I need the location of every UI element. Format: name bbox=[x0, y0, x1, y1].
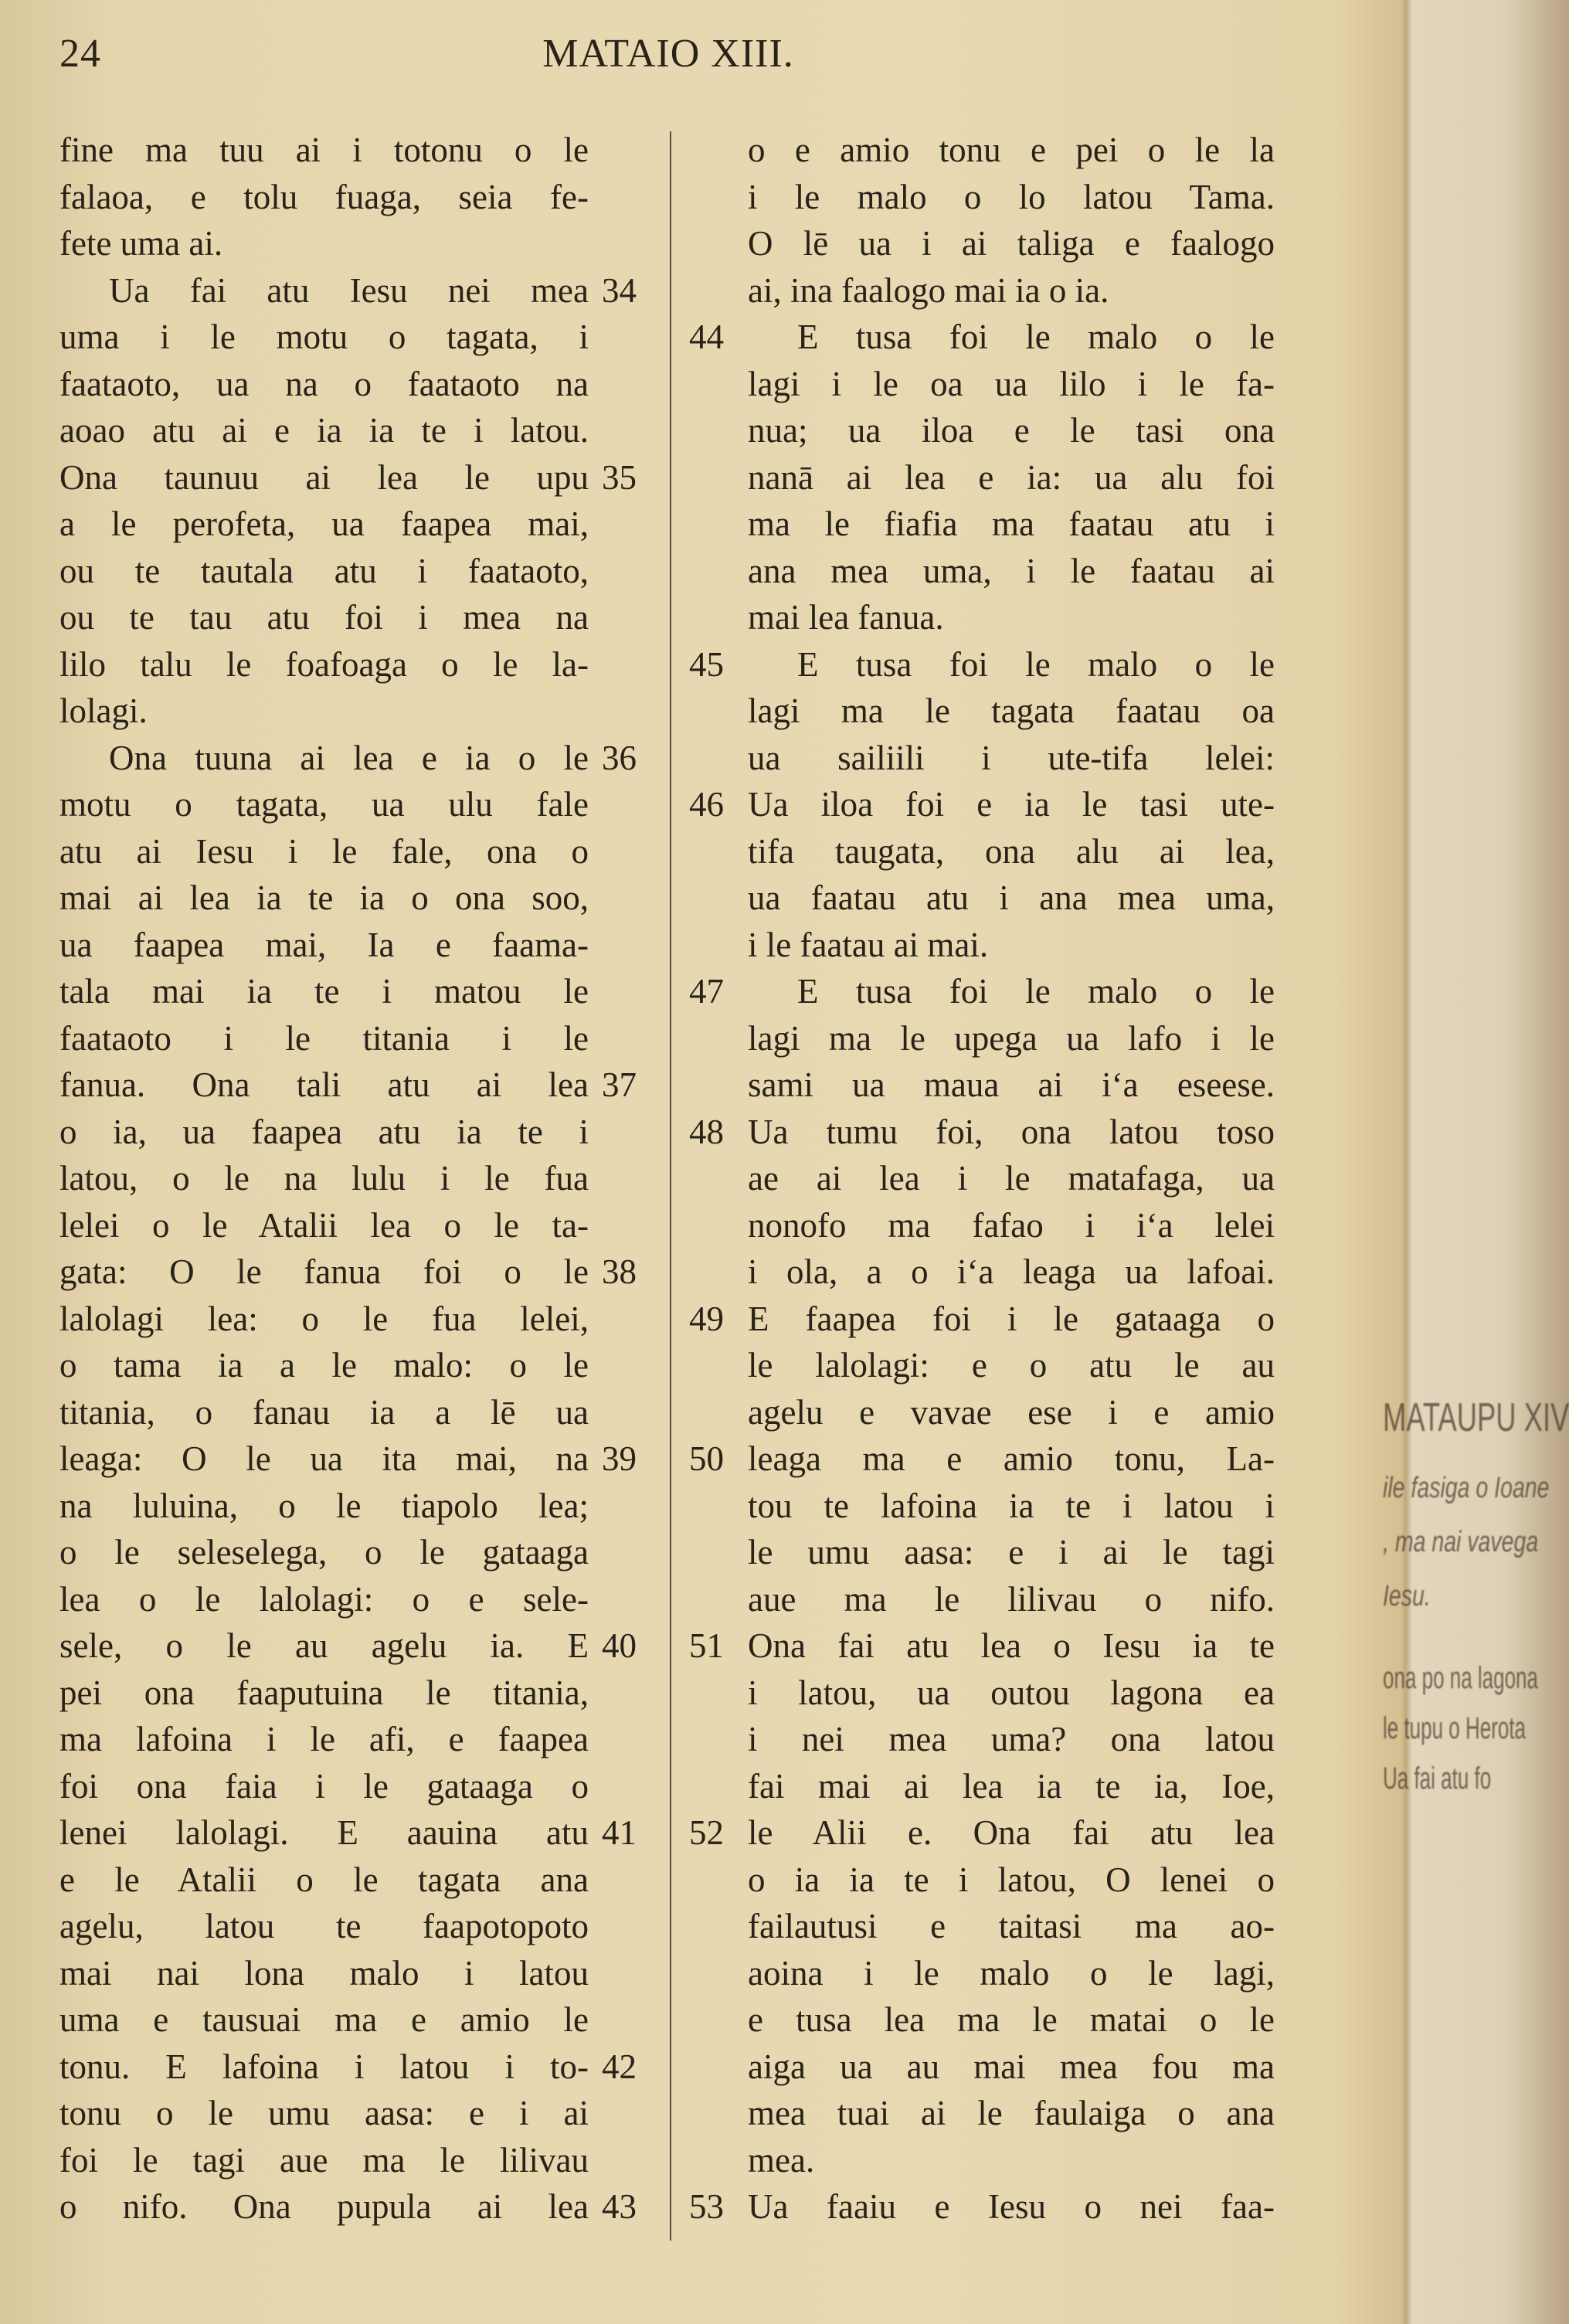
line-text: E tusa foi le malo o le bbox=[797, 972, 1275, 1011]
line-text: agelu e vavae ese i e amio bbox=[748, 1392, 1275, 1432]
column-divider bbox=[670, 131, 671, 2241]
line-text: ua sailiili i ute-tifa lelei: bbox=[748, 738, 1275, 777]
line-text: uma i le motu o tagata, i bbox=[59, 318, 589, 356]
line-text: i le malo o lo latou Tama. bbox=[748, 177, 1275, 216]
line-text: E faapea foi i le gataaga o bbox=[748, 1299, 1275, 1338]
line-text: aoao atu ai e ia ia te i latou. bbox=[59, 411, 589, 450]
line-text: tou te lafoina ia te i latou i bbox=[748, 1486, 1275, 1525]
facing-page-edge bbox=[1383, 0, 1569, 2324]
line-text: falaoa, e tolu fuaga, seia fe- bbox=[59, 177, 589, 216]
verse-number: 50 bbox=[689, 1439, 724, 1478]
line-text: Ua iloa foi e ia le tasi ute- bbox=[748, 785, 1275, 824]
line-text: nua; ua iloa e le tasi ona bbox=[748, 411, 1275, 450]
line-text: nonofo ma fafao i iʻa lelei bbox=[748, 1205, 1275, 1245]
verse-number: 42 bbox=[602, 2047, 637, 2086]
line-text: na luluina, o le tiapolo lea; bbox=[59, 1486, 589, 1525]
facing-fragment: , ma nai vavega bbox=[1383, 1526, 1539, 1558]
line-text: lagi ma le tagata faatau oa bbox=[748, 691, 1275, 730]
line-text: ou te tau atu foi i mea na bbox=[59, 598, 589, 637]
line-text: fete uma ai. bbox=[59, 224, 223, 263]
line-text: ae ai lea i le matafaga, ua bbox=[748, 1159, 1275, 1198]
verse-number: 52 bbox=[689, 1813, 724, 1852]
line-text: aue ma le lilivau o nifo. bbox=[748, 1579, 1275, 1619]
line-text: Ua tumu foi, ona latou toso bbox=[748, 1112, 1275, 1151]
line-text: e tusa lea ma le matai o le bbox=[748, 2000, 1275, 2039]
line-text: o ia, ua faapea atu ia te i bbox=[59, 1112, 589, 1151]
line-text: sele, o le au agelu ia. E bbox=[59, 1626, 589, 1665]
line-text: ana mea uma, i le faatau ai bbox=[748, 551, 1275, 590]
facing-fragment: ile fasiga o Ioane bbox=[1383, 1472, 1550, 1504]
line-text: uma e tausuai ma e amio le bbox=[59, 2000, 589, 2039]
line-text: leaga: O le ua ita mai, na bbox=[59, 1439, 589, 1478]
verse-number: 46 bbox=[689, 785, 724, 824]
verse-number: 49 bbox=[689, 1299, 724, 1338]
facing-fragment: Iesu. bbox=[1383, 1580, 1431, 1612]
line-text: mai lea fanua. bbox=[748, 598, 944, 637]
line-text: fine ma tuu ai i totonu o le bbox=[59, 131, 589, 169]
line-text: Ua fai atu Iesu nei mea bbox=[109, 270, 589, 310]
line-text: ma lafoina i le afi, e faapea bbox=[59, 1720, 589, 1758]
line-text: o e amio tonu e pei o le la bbox=[748, 131, 1275, 169]
verse-number: 44 bbox=[689, 318, 724, 356]
line-text: le lalolagi: e o atu le au bbox=[748, 1346, 1275, 1385]
line-text: agelu, latou te faapotopoto bbox=[59, 1907, 589, 1945]
line-text: motu o tagata, ua ulu fale bbox=[59, 785, 589, 824]
verse-number: 40 bbox=[602, 1626, 637, 1665]
facing-chapter-heading: MATAUPU XIV bbox=[1383, 1395, 1569, 1440]
line-text: titania, o fanau ia a lē ua bbox=[59, 1392, 589, 1432]
line-text: tonu o le umu aasa: e i ai bbox=[59, 2094, 589, 2132]
line-text: lilo talu le foafoaga o le la- bbox=[59, 644, 589, 684]
line-text: faataoto i le titania i le bbox=[59, 1018, 589, 1058]
line-text: Ona taunuu ai lea le upu bbox=[59, 457, 589, 497]
line-text: le Alii e. Ona fai atu lea bbox=[748, 1813, 1275, 1852]
line-text: ua faatau atu i ana mea uma, bbox=[748, 878, 1275, 917]
verse-number: 47 bbox=[689, 972, 724, 1011]
line-text: e le Atalii o le tagata ana bbox=[59, 1860, 589, 1899]
line-text: nanā ai lea e ia: ua alu foi bbox=[748, 457, 1275, 497]
running-title: MATAIO XIII. bbox=[542, 32, 794, 76]
line-text: aoina i le malo o le lagi, bbox=[748, 1953, 1275, 1993]
verse-number: 38 bbox=[602, 1252, 637, 1291]
line-text: Ona fai atu lea o Iesu ia te bbox=[748, 1626, 1275, 1665]
line-text: failautusi e taitasi ma ao- bbox=[748, 1907, 1275, 1945]
verse-number: 53 bbox=[689, 2187, 724, 2226]
verse-number: 48 bbox=[689, 1112, 724, 1151]
facing-fragment: le tupu o Herota bbox=[1383, 1711, 1527, 1745]
line-text: mea tuai ai le faulaiga o ana bbox=[748, 2094, 1275, 2132]
line-text: Ona tuuna ai lea e ia o le bbox=[109, 738, 589, 777]
verse-number: 37 bbox=[602, 1065, 637, 1104]
line-text: o nifo. Ona pupula ai lea bbox=[59, 2187, 589, 2226]
line-text: aiga ua au mai mea fou ma bbox=[748, 2047, 1275, 2086]
line-text: o ia ia te i latou, O lenei o bbox=[748, 1860, 1275, 1899]
line-text: a le perofeta, ua faapea mai, bbox=[59, 505, 589, 543]
line-text: faataoto, ua na o faataoto na bbox=[59, 364, 589, 403]
line-text: tifa taugata, ona alu ai lea, bbox=[748, 831, 1275, 871]
facing-fragment: Ua fai atu fo bbox=[1383, 1762, 1492, 1796]
line-text: fanua. Ona tali atu ai lea bbox=[59, 1065, 589, 1104]
line-text: ai, ina faalogo mai ia o ia. bbox=[748, 270, 1109, 310]
line-text: o tama ia a le malo: o le bbox=[59, 1346, 589, 1385]
line-text: le umu aasa: e i ai le tagi bbox=[748, 1533, 1275, 1571]
verse-number: 34 bbox=[602, 270, 637, 310]
line-text: mea. bbox=[748, 2140, 815, 2180]
line-text: foi ona faia i le gataaga o bbox=[59, 1766, 589, 1806]
verse-number: 45 bbox=[689, 644, 724, 684]
facing-fragment: ona po na lagona bbox=[1383, 1661, 1538, 1695]
line-text: mai nai lona malo i latou bbox=[59, 1953, 589, 1993]
line-text: tala mai ia te i matou le bbox=[59, 972, 589, 1011]
line-text: lalolagi lea: o le fua lelei, bbox=[59, 1299, 589, 1338]
line-text: atu ai Iesu i le fale, ona o bbox=[59, 831, 589, 871]
verse-number: 51 bbox=[689, 1626, 724, 1665]
line-text: E tusa foi le malo o le bbox=[797, 644, 1275, 684]
line-text: lenei lalolagi. E aauina atu bbox=[59, 1813, 589, 1852]
line-text: lelei o le Atalii lea o le ta- bbox=[59, 1205, 589, 1245]
line-text: i ola, a o iʻa leaga ua lafoai. bbox=[748, 1252, 1275, 1291]
line-text: foi le tagi aue ma le lilivau bbox=[59, 2140, 589, 2180]
line-text: leaga ma e amio tonu, La- bbox=[748, 1439, 1275, 1478]
verse-number: 36 bbox=[602, 738, 637, 777]
verse-number: 43 bbox=[602, 2187, 637, 2226]
page-number: 24 bbox=[59, 32, 101, 76]
line-text: lolagi. bbox=[59, 691, 148, 730]
line-text: Ua faaiu e Iesu o nei faa- bbox=[748, 2187, 1275, 2226]
line-text: pei ona faaputuina le titania, bbox=[59, 1673, 589, 1712]
verse-number: 41 bbox=[602, 1813, 637, 1852]
verse-number: 39 bbox=[602, 1439, 637, 1478]
line-text: o le seleselega, o le gataaga bbox=[59, 1533, 589, 1571]
line-text: i nei mea uma? ona latou bbox=[748, 1720, 1275, 1758]
line-text: ma le fiafia ma faatau atu i bbox=[748, 505, 1275, 543]
line-text: fai mai ai lea ia te ia, Ioe, bbox=[748, 1766, 1275, 1806]
line-text: lagi ma le upega ua lafo i le bbox=[748, 1018, 1275, 1058]
line-text: ua faapea mai, Ia e faama- bbox=[59, 925, 589, 964]
line-text: ou te tautala atu i faataoto, bbox=[59, 551, 589, 590]
line-text: lea o le lalolagi: o e sele- bbox=[59, 1579, 589, 1619]
line-text: sami ua maua ai iʻa eseese. bbox=[748, 1065, 1275, 1104]
line-text: i latou, ua outou lagona ea bbox=[748, 1673, 1275, 1712]
line-text: O lē ua i ai taliga e faalogo bbox=[748, 224, 1275, 263]
line-text: gata: O le fanua foi o le bbox=[59, 1252, 589, 1291]
line-text: i le faatau ai mai. bbox=[748, 925, 989, 964]
line-text: tonu. E lafoina i latou i to- bbox=[59, 2047, 589, 2086]
line-text: mai ai lea ia te ia o ona soo, bbox=[59, 878, 589, 917]
verse-number: 35 bbox=[602, 457, 637, 497]
line-text: latou, o le na lulu i le fua bbox=[59, 1159, 589, 1198]
line-text: lagi i le oa ua lilo i le fa- bbox=[748, 364, 1275, 403]
line-text: E tusa foi le malo o le bbox=[797, 318, 1275, 356]
